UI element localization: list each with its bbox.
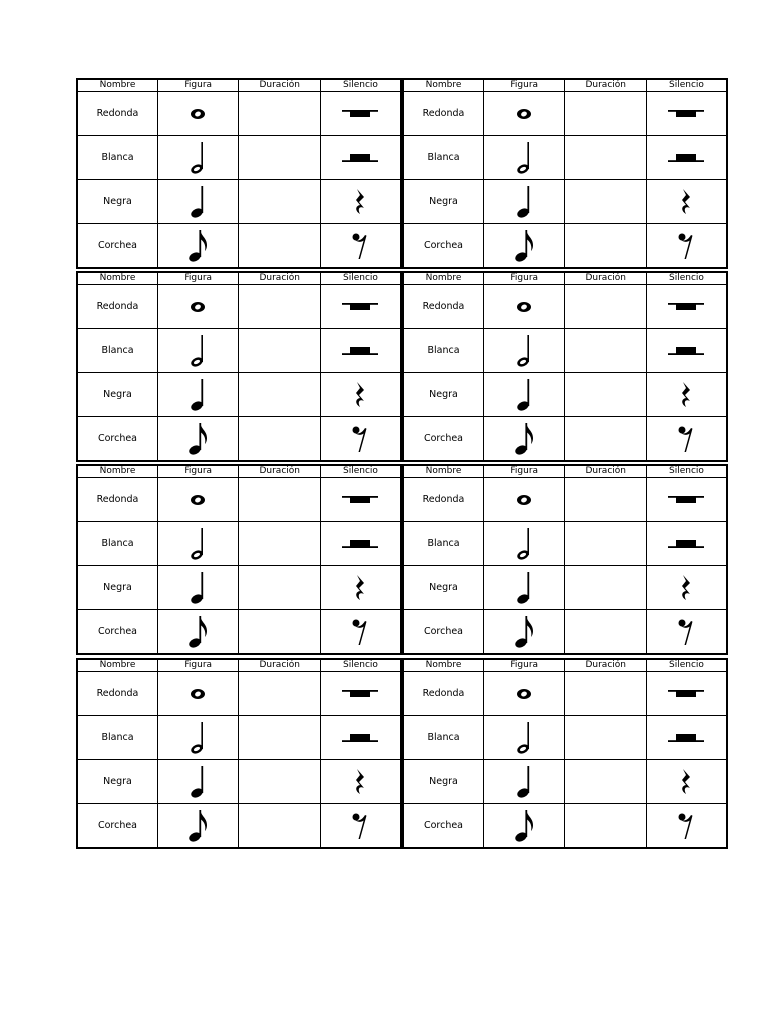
figure-cell (483, 522, 565, 566)
quarter-note-icon (484, 764, 565, 800)
note-name: Corchea (403, 417, 483, 462)
note-name: Negra (403, 566, 483, 610)
rest-cell (320, 180, 401, 224)
rest-cell (320, 478, 401, 522)
half-note-icon (484, 526, 565, 562)
header-nombre: Nombre (403, 465, 483, 478)
rest-cell (646, 180, 727, 224)
note-name: Redonda (77, 478, 157, 522)
figure-cell (157, 610, 239, 655)
note-name: Blanca (403, 329, 483, 373)
music-figures-table (76, 78, 402, 269)
duration-blank-cell[interactable] (239, 672, 321, 716)
figure-cell (157, 566, 239, 610)
whole-rest-icon (321, 302, 400, 312)
table-row (77, 478, 401, 522)
header-silencio: Silencio (646, 272, 727, 285)
duration-blank-cell[interactable] (239, 760, 321, 804)
note-name: Negra (77, 760, 157, 804)
music-figures-table (76, 271, 402, 462)
header-figura: Figura (157, 659, 239, 672)
quarter-rest-icon (321, 574, 400, 602)
figure-cell (483, 672, 565, 716)
note-name: Corchea (77, 417, 157, 462)
duration-blank-cell[interactable] (239, 522, 321, 566)
duration-blank-cell[interactable] (565, 329, 647, 373)
duration-blank-cell[interactable] (565, 180, 647, 224)
figure-cell (157, 224, 239, 269)
note-name: Corchea (403, 804, 483, 849)
table-row (77, 610, 401, 655)
duration-blank-cell[interactable] (565, 522, 647, 566)
note-name: Redonda (77, 285, 157, 329)
whole-note-icon (158, 301, 239, 313)
table-row (403, 373, 727, 417)
duration-blank-cell[interactable] (565, 610, 647, 655)
table-row (77, 672, 401, 716)
quarter-note-icon (158, 377, 239, 413)
half-note-icon (158, 333, 239, 369)
music-figures-table (76, 658, 402, 849)
music-figures-table (402, 464, 728, 655)
figure-cell (483, 760, 565, 804)
table-row (77, 804, 401, 849)
duration-blank-cell[interactable] (565, 716, 647, 760)
header-figura: Figura (483, 465, 565, 478)
eighth-rest-icon (647, 617, 726, 647)
note-name: Redonda (403, 92, 483, 136)
quarter-rest-icon (647, 381, 726, 409)
table-row (77, 329, 401, 373)
duration-blank-cell[interactable] (565, 478, 647, 522)
table-row (403, 136, 727, 180)
header-duracion: Duración (565, 659, 647, 672)
header-silencio: Silencio (646, 465, 727, 478)
header-figura: Figura (157, 79, 239, 92)
music-figures-table (402, 78, 728, 269)
half-note-icon (484, 720, 565, 756)
header-duracion: Duración (239, 272, 321, 285)
eighth-note-icon (484, 228, 565, 264)
note-name: Blanca (403, 522, 483, 566)
eighth-rest-icon (321, 231, 400, 261)
table-row (403, 716, 727, 760)
whole-rest-icon (647, 302, 726, 312)
figure-cell (157, 285, 239, 329)
figure-cell (483, 180, 565, 224)
figure-cell (157, 716, 239, 760)
rest-cell (646, 760, 727, 804)
header-figura: Figura (157, 272, 239, 285)
table-row (77, 136, 401, 180)
duration-blank-cell[interactable] (239, 224, 321, 269)
eighth-note-icon (158, 808, 239, 844)
table-row (77, 92, 401, 136)
half-note-icon (158, 140, 239, 176)
header-nombre: Nombre (77, 659, 157, 672)
header-figura: Figura (483, 659, 565, 672)
table-row (403, 804, 727, 849)
rest-cell (646, 224, 727, 269)
header-nombre: Nombre (77, 465, 157, 478)
figure-cell (157, 92, 239, 136)
table-row (403, 672, 727, 716)
header-duracion: Duración (565, 465, 647, 478)
figure-cell (157, 136, 239, 180)
table-row (403, 566, 727, 610)
quarter-note-icon (484, 377, 565, 413)
whole-note-icon (158, 688, 239, 700)
header-duracion: Duración (239, 465, 321, 478)
duration-blank-cell[interactable] (565, 285, 647, 329)
duration-blank-cell[interactable] (565, 136, 647, 180)
quarter-rest-icon (647, 574, 726, 602)
duration-blank-cell[interactable] (239, 566, 321, 610)
quarter-note-icon (158, 764, 239, 800)
quarter-rest-icon (321, 768, 400, 796)
rest-cell (320, 373, 401, 417)
whole-rest-icon (321, 109, 400, 119)
note-name: Negra (403, 373, 483, 417)
note-name: Redonda (403, 478, 483, 522)
figure-cell (483, 136, 565, 180)
table-row (77, 566, 401, 610)
header-duracion: Duración (565, 272, 647, 285)
note-name: Blanca (77, 522, 157, 566)
whole-note-icon (158, 108, 239, 120)
figure-cell (157, 373, 239, 417)
whole-note-icon (484, 494, 565, 506)
figure-cell (157, 329, 239, 373)
eighth-note-icon (484, 808, 565, 844)
half-rest-icon (321, 153, 400, 163)
note-name: Corchea (77, 610, 157, 655)
duration-blank-cell[interactable] (239, 610, 321, 655)
note-name: Corchea (403, 610, 483, 655)
table-row (77, 224, 401, 269)
table-row (403, 180, 727, 224)
rest-cell (646, 417, 727, 462)
rest-cell (320, 672, 401, 716)
figure-cell (483, 478, 565, 522)
rest-cell (320, 566, 401, 610)
table-row (77, 522, 401, 566)
figure-cell (157, 522, 239, 566)
rest-cell (646, 136, 727, 180)
half-rest-icon (647, 733, 726, 743)
whole-note-icon (484, 301, 565, 313)
rest-cell (320, 522, 401, 566)
eighth-note-icon (484, 614, 565, 650)
note-name: Blanca (77, 136, 157, 180)
note-name: Blanca (77, 716, 157, 760)
duration-blank-cell[interactable] (239, 373, 321, 417)
table-row (77, 285, 401, 329)
header-silencio: Silencio (646, 659, 727, 672)
figure-cell (157, 180, 239, 224)
duration-blank-cell[interactable] (239, 804, 321, 849)
note-name: Corchea (403, 224, 483, 269)
header-figura: Figura (157, 465, 239, 478)
header-nombre: Nombre (403, 272, 483, 285)
rest-cell (320, 760, 401, 804)
note-name: Negra (77, 566, 157, 610)
table-row (403, 522, 727, 566)
rest-cell (646, 373, 727, 417)
figure-cell (483, 610, 565, 655)
rest-cell (646, 672, 727, 716)
figure-cell (483, 566, 565, 610)
half-rest-icon (647, 153, 726, 163)
eighth-rest-icon (321, 811, 400, 841)
whole-rest-icon (321, 495, 400, 505)
half-note-icon (158, 526, 239, 562)
table-row (403, 760, 727, 804)
quarter-note-icon (158, 184, 239, 220)
table-row (403, 417, 727, 462)
figure-cell (483, 716, 565, 760)
figure-cell (157, 804, 239, 849)
music-figures-table (402, 658, 728, 849)
header-nombre: Nombre (403, 659, 483, 672)
duration-blank-cell[interactable] (565, 760, 647, 804)
note-name: Blanca (403, 716, 483, 760)
note-name: Corchea (77, 804, 157, 849)
figure-cell (483, 329, 565, 373)
eighth-rest-icon (321, 617, 400, 647)
table-row (403, 329, 727, 373)
table-row (403, 285, 727, 329)
duration-blank-cell[interactable] (239, 285, 321, 329)
rest-cell (320, 329, 401, 373)
note-name: Negra (77, 180, 157, 224)
eighth-rest-icon (321, 424, 400, 454)
header-nombre: Nombre (77, 79, 157, 92)
half-rest-icon (321, 346, 400, 356)
rest-cell (320, 417, 401, 462)
table-row (77, 417, 401, 462)
eighth-rest-icon (647, 811, 726, 841)
header-duracion: Duración (565, 79, 647, 92)
duration-blank-cell[interactable] (565, 224, 647, 269)
header-figura: Figura (483, 79, 565, 92)
quarter-note-icon (484, 570, 565, 606)
rest-cell (320, 224, 401, 269)
header-silencio: Silencio (320, 272, 401, 285)
quarter-rest-icon (647, 768, 726, 796)
music-figures-table (402, 271, 728, 462)
note-name: Redonda (77, 92, 157, 136)
rest-cell (646, 285, 727, 329)
half-rest-icon (321, 733, 400, 743)
duration-blank-cell[interactable] (239, 329, 321, 373)
quarter-rest-icon (321, 381, 400, 409)
table-row (77, 373, 401, 417)
rest-cell (646, 478, 727, 522)
whole-rest-icon (321, 689, 400, 699)
rest-cell (646, 610, 727, 655)
figure-cell (483, 224, 565, 269)
note-name: Redonda (403, 285, 483, 329)
header-nombre: Nombre (403, 79, 483, 92)
note-name: Blanca (77, 329, 157, 373)
header-silencio: Silencio (320, 659, 401, 672)
rest-cell (320, 716, 401, 760)
duration-blank-cell[interactable] (565, 373, 647, 417)
figure-cell (157, 478, 239, 522)
rest-cell (320, 610, 401, 655)
header-silencio: Silencio (646, 79, 727, 92)
rest-cell (646, 92, 727, 136)
duration-blank-cell[interactable] (239, 716, 321, 760)
rest-cell (646, 522, 727, 566)
eighth-note-icon (158, 228, 239, 264)
rest-cell (320, 136, 401, 180)
duration-blank-cell[interactable] (565, 417, 647, 462)
duration-blank-cell[interactable] (239, 136, 321, 180)
half-note-icon (484, 333, 565, 369)
duration-blank-cell[interactable] (565, 804, 647, 849)
header-figura: Figura (483, 272, 565, 285)
duration-blank-cell[interactable] (239, 180, 321, 224)
table-row (403, 610, 727, 655)
whole-rest-icon (647, 689, 726, 699)
figure-cell (157, 760, 239, 804)
figure-cell (483, 373, 565, 417)
half-rest-icon (647, 346, 726, 356)
header-silencio: Silencio (320, 465, 401, 478)
figure-cell (157, 672, 239, 716)
eighth-note-icon (158, 614, 239, 650)
figure-cell (483, 285, 565, 329)
note-name: Negra (77, 373, 157, 417)
duration-blank-cell[interactable] (565, 92, 647, 136)
eighth-note-icon (484, 421, 565, 457)
rest-cell (320, 285, 401, 329)
rest-cell (646, 566, 727, 610)
rest-cell (646, 329, 727, 373)
quarter-note-icon (158, 570, 239, 606)
table-row (403, 92, 727, 136)
rest-cell (320, 804, 401, 849)
duration-blank-cell[interactable] (239, 478, 321, 522)
whole-rest-icon (647, 495, 726, 505)
table-row (77, 716, 401, 760)
whole-note-icon (158, 494, 239, 506)
music-figures-table (76, 464, 402, 655)
quarter-rest-icon (321, 188, 400, 216)
eighth-rest-icon (647, 231, 726, 261)
note-name: Corchea (77, 224, 157, 269)
quarter-rest-icon (647, 188, 726, 216)
note-name: Redonda (77, 672, 157, 716)
header-silencio: Silencio (320, 79, 401, 92)
figure-cell (483, 92, 565, 136)
half-rest-icon (321, 539, 400, 549)
duration-blank-cell[interactable] (565, 672, 647, 716)
table-row (77, 180, 401, 224)
note-name: Blanca (403, 136, 483, 180)
rest-cell (646, 804, 727, 849)
header-duracion: Duración (239, 659, 321, 672)
half-note-icon (484, 140, 565, 176)
rest-cell (646, 716, 727, 760)
rest-cell (320, 92, 401, 136)
duration-blank-cell[interactable] (565, 566, 647, 610)
half-rest-icon (647, 539, 726, 549)
note-name: Negra (403, 760, 483, 804)
figure-cell (483, 417, 565, 462)
figure-cell (483, 804, 565, 849)
table-row (403, 478, 727, 522)
duration-blank-cell[interactable] (239, 92, 321, 136)
eighth-note-icon (158, 421, 239, 457)
note-name: Negra (403, 180, 483, 224)
header-nombre: Nombre (77, 272, 157, 285)
quarter-note-icon (484, 184, 565, 220)
table-row (403, 224, 727, 269)
table-row (77, 760, 401, 804)
whole-note-icon (484, 108, 565, 120)
duration-blank-cell[interactable] (239, 417, 321, 462)
whole-note-icon (484, 688, 565, 700)
header-duracion: Duración (239, 79, 321, 92)
half-note-icon (158, 720, 239, 756)
eighth-rest-icon (647, 424, 726, 454)
note-name: Redonda (403, 672, 483, 716)
whole-rest-icon (647, 109, 726, 119)
figure-cell (157, 417, 239, 462)
